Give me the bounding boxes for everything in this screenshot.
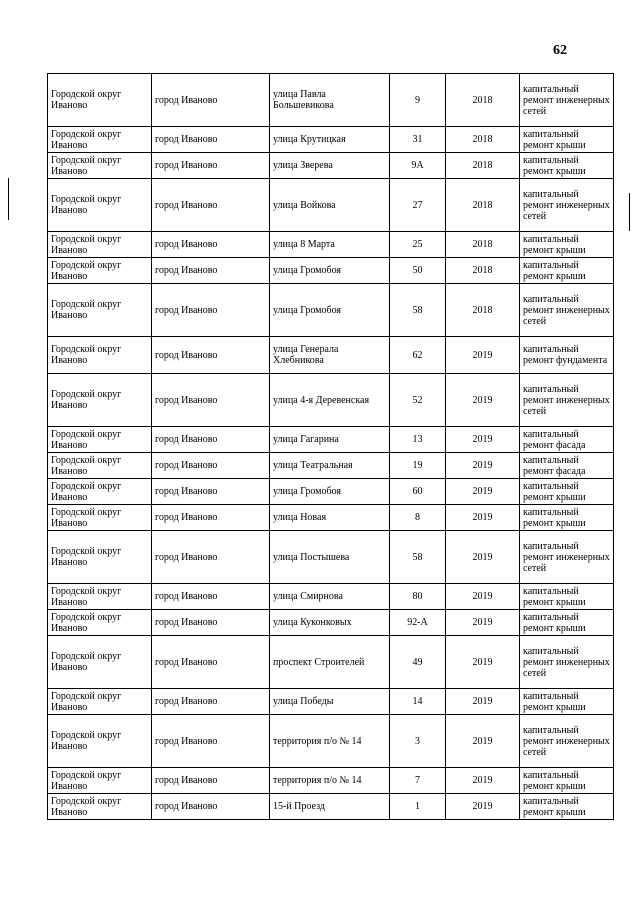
work-type-cell: капитальный ремонт инженерных сетей: [520, 179, 614, 232]
street-cell: улица Крутицкая: [270, 127, 390, 153]
street-cell: проспект Строителей: [270, 636, 390, 689]
city-cell: город Иваново: [152, 715, 270, 768]
house-number-cell: 13: [390, 427, 446, 453]
city-cell: город Иваново: [152, 127, 270, 153]
city-cell: город Иваново: [152, 531, 270, 584]
table-row: [48, 427, 614, 453]
city-cell: город Иваново: [152, 768, 270, 794]
house-number-cell: 62: [390, 337, 446, 374]
table-row: [48, 127, 614, 153]
street-cell: улица Постышева: [270, 531, 390, 584]
table-row: [48, 337, 614, 374]
year-cell: 2019: [446, 453, 520, 479]
work-type-cell: капитальный ремонт крыши: [520, 505, 614, 531]
house-number-cell: 80: [390, 584, 446, 610]
area-cell: Городской округ Иваново: [48, 689, 152, 715]
year-cell: 2018: [446, 179, 520, 232]
house-number-cell: 19: [390, 453, 446, 479]
table-row: [48, 794, 614, 820]
year-cell: 2019: [446, 427, 520, 453]
work-type-cell: капитальный ремонт крыши: [520, 153, 614, 179]
city-cell: город Иваново: [152, 258, 270, 284]
area-cell: Городской округ Иваново: [48, 179, 152, 232]
work-type-cell: капитальный ремонт крыши: [520, 610, 614, 636]
work-type-cell: капитальный ремонт крыши: [520, 689, 614, 715]
area-cell: Городской округ Иваново: [48, 74, 152, 127]
house-number-cell: 49: [390, 636, 446, 689]
street-cell: улица 8 Марта: [270, 232, 390, 258]
city-cell: город Иваново: [152, 74, 270, 127]
street-cell: улица Куконковых: [270, 610, 390, 636]
table-row: [48, 768, 614, 794]
area-cell: Городской округ Иваново: [48, 479, 152, 505]
work-type-cell: капитальный ремонт крыши: [520, 127, 614, 153]
table-row: [48, 505, 614, 531]
year-cell: 2019: [446, 636, 520, 689]
repair-program-table: [47, 73, 614, 820]
year-cell: 2019: [446, 505, 520, 531]
street-cell: улица Зверева: [270, 153, 390, 179]
city-cell: город Иваново: [152, 232, 270, 258]
city-cell: город Иваново: [152, 636, 270, 689]
area-cell: Городской округ Иваново: [48, 374, 152, 427]
table-row: [48, 374, 614, 427]
street-cell: улица 4-я Деревенская: [270, 374, 390, 427]
year-cell: 2018: [446, 232, 520, 258]
area-cell: Городской округ Иваново: [48, 127, 152, 153]
house-number-cell: 60: [390, 479, 446, 505]
house-number-cell: 3: [390, 715, 446, 768]
work-type-cell: капитальный ремонт инженерных сетей: [520, 531, 614, 584]
street-cell: территория п/о № 14: [270, 768, 390, 794]
area-cell: Городской округ Иваново: [48, 715, 152, 768]
year-cell: 2019: [446, 531, 520, 584]
table-row: [48, 636, 614, 689]
street-cell: улица Громобоя: [270, 284, 390, 337]
area-cell: Городской округ Иваново: [48, 153, 152, 179]
year-cell: 2019: [446, 715, 520, 768]
area-cell: Городской округ Иваново: [48, 505, 152, 531]
area-cell: Городской округ Иваново: [48, 453, 152, 479]
house-number-cell: 31: [390, 127, 446, 153]
year-cell: 2018: [446, 258, 520, 284]
table-row: [48, 531, 614, 584]
house-number-cell: 58: [390, 531, 446, 584]
house-number-cell: 7: [390, 768, 446, 794]
year-cell: 2019: [446, 479, 520, 505]
table-row: [48, 610, 614, 636]
work-type-cell: капитальный ремонт крыши: [520, 768, 614, 794]
house-number-cell: 52: [390, 374, 446, 427]
year-cell: 2019: [446, 610, 520, 636]
street-cell: улица Гагарина: [270, 427, 390, 453]
house-number-cell: 27: [390, 179, 446, 232]
street-cell: улица Победы: [270, 689, 390, 715]
street-cell: территория п/о № 14: [270, 715, 390, 768]
area-cell: Городской округ Иваново: [48, 531, 152, 584]
year-cell: 2019: [446, 337, 520, 374]
city-cell: город Иваново: [152, 337, 270, 374]
table-body: [48, 74, 614, 820]
work-type-cell: капитальный ремонт инженерных сетей: [520, 74, 614, 127]
house-number-cell: 50: [390, 258, 446, 284]
work-type-cell: капитальный ремонт фундамента: [520, 337, 614, 374]
year-cell: 2019: [446, 374, 520, 427]
street-cell: улица Театральная: [270, 453, 390, 479]
page-number: 62: [553, 43, 567, 58]
year-cell: 2018: [446, 127, 520, 153]
table-row: [48, 74, 614, 127]
area-cell: Городской округ Иваново: [48, 794, 152, 820]
city-cell: город Иваново: [152, 584, 270, 610]
work-type-cell: капитальный ремонт фасада: [520, 453, 614, 479]
work-type-cell: капитальный ремонт крыши: [520, 258, 614, 284]
year-cell: 2019: [446, 768, 520, 794]
table-row: [48, 715, 614, 768]
work-type-cell: капитальный ремонт крыши: [520, 584, 614, 610]
city-cell: город Иваново: [152, 453, 270, 479]
work-type-cell: капитальный ремонт крыши: [520, 794, 614, 820]
city-cell: город Иваново: [152, 689, 270, 715]
city-cell: город Иваново: [152, 284, 270, 337]
table-row: [48, 179, 614, 232]
house-number-cell: 58: [390, 284, 446, 337]
house-number-cell: 9А: [390, 153, 446, 179]
table-row: [48, 284, 614, 337]
street-cell: улица Генерала Хлебникова: [270, 337, 390, 374]
table-row: [48, 689, 614, 715]
year-cell: 2018: [446, 74, 520, 127]
street-cell: 15-й Проезд: [270, 794, 390, 820]
work-type-cell: капитальный ремонт инженерных сетей: [520, 715, 614, 768]
left-margin-mark: [8, 178, 9, 220]
work-type-cell: капитальный ремонт инженерных сетей: [520, 284, 614, 337]
area-cell: Городской округ Иваново: [48, 768, 152, 794]
area-cell: Городской округ Иваново: [48, 636, 152, 689]
work-type-cell: капитальный ремонт фасада: [520, 427, 614, 453]
year-cell: 2018: [446, 153, 520, 179]
house-number-cell: 92-А: [390, 610, 446, 636]
right-margin-mark: [629, 193, 630, 231]
street-cell: улица Войкова: [270, 179, 390, 232]
area-cell: Городской округ Иваново: [48, 284, 152, 337]
area-cell: Городской округ Иваново: [48, 337, 152, 374]
area-cell: Городской округ Иваново: [48, 584, 152, 610]
work-type-cell: капитальный ремонт инженерных сетей: [520, 636, 614, 689]
table-row: [48, 453, 614, 479]
house-number-cell: 9: [390, 74, 446, 127]
year-cell: 2019: [446, 584, 520, 610]
street-cell: улица Павла Большевикова: [270, 74, 390, 127]
city-cell: город Иваново: [152, 427, 270, 453]
city-cell: город Иваново: [152, 610, 270, 636]
area-cell: Городской округ Иваново: [48, 232, 152, 258]
street-cell: улица Громобоя: [270, 479, 390, 505]
area-cell: Городской округ Иваново: [48, 610, 152, 636]
table-row: [48, 232, 614, 258]
work-type-cell: капитальный ремонт крыши: [520, 479, 614, 505]
year-cell: 2018: [446, 284, 520, 337]
city-cell: город Иваново: [152, 179, 270, 232]
house-number-cell: 1: [390, 794, 446, 820]
house-number-cell: 14: [390, 689, 446, 715]
area-cell: Городской округ Иваново: [48, 427, 152, 453]
table-row: [48, 258, 614, 284]
street-cell: улица Громобоя: [270, 258, 390, 284]
city-cell: город Иваново: [152, 153, 270, 179]
street-cell: улица Смирнова: [270, 584, 390, 610]
table-row: [48, 584, 614, 610]
house-number-cell: 25: [390, 232, 446, 258]
area-cell: Городской округ Иваново: [48, 258, 152, 284]
street-cell: улица Новая: [270, 505, 390, 531]
city-cell: город Иваново: [152, 794, 270, 820]
city-cell: город Иваново: [152, 479, 270, 505]
year-cell: 2019: [446, 689, 520, 715]
table-row: [48, 479, 614, 505]
work-type-cell: капитальный ремонт инженерных сетей: [520, 374, 614, 427]
city-cell: город Иваново: [152, 374, 270, 427]
table-row: [48, 153, 614, 179]
work-type-cell: капитальный ремонт крыши: [520, 232, 614, 258]
house-number-cell: 8: [390, 505, 446, 531]
year-cell: 2019: [446, 794, 520, 820]
city-cell: город Иваново: [152, 505, 270, 531]
